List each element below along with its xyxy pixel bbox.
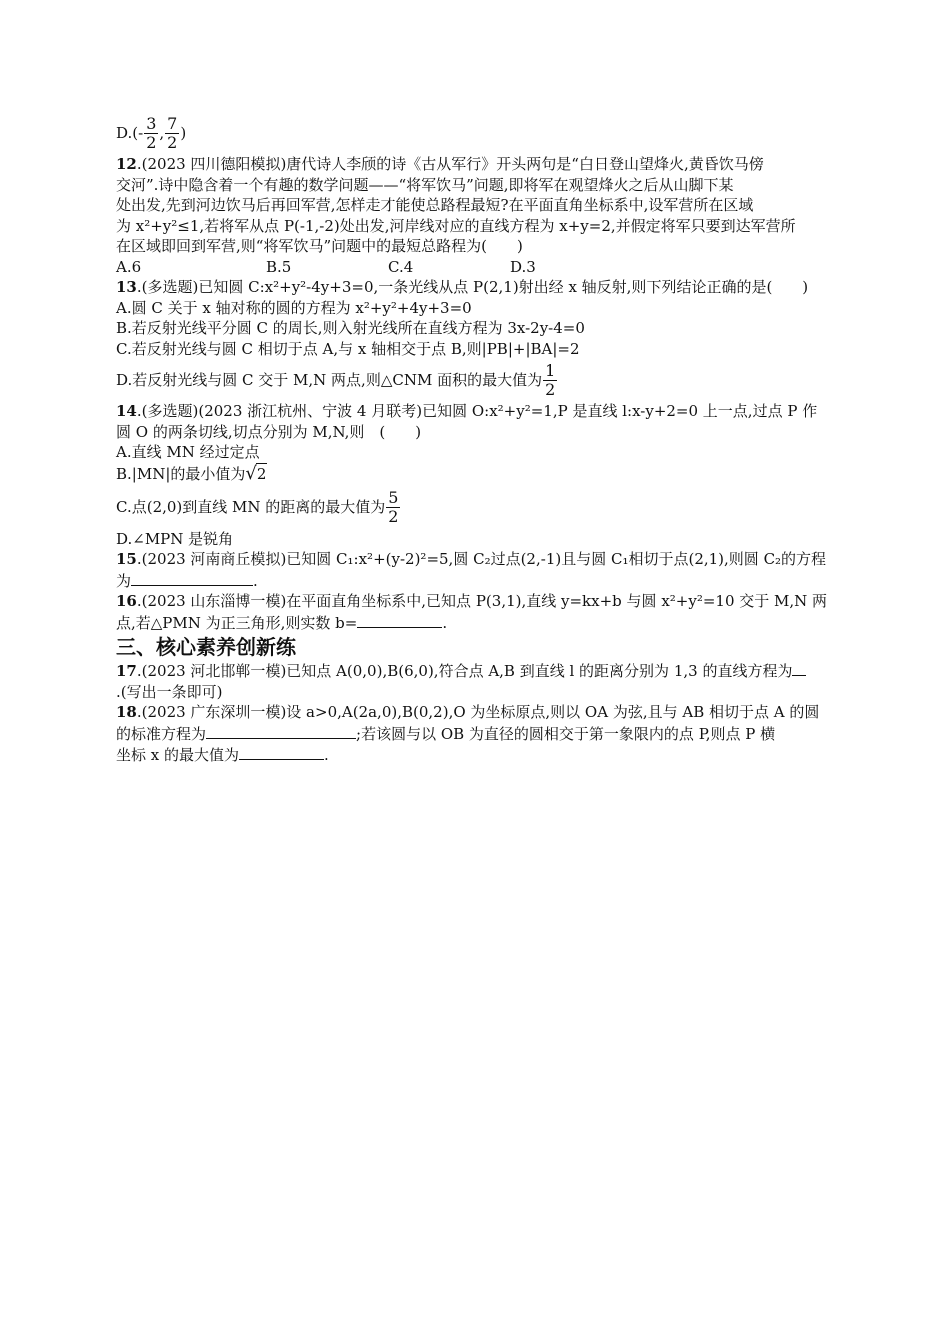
question-number: 15 — [116, 550, 137, 568]
question-number: 18 — [116, 703, 137, 721]
option-d: D.3 — [510, 257, 536, 276]
fraction-5-2: $\frac{5}{2}$ — [388, 488, 399, 526]
answer-blank[interactable] — [357, 612, 442, 628]
fraction-3-2: $\frac{3}{2}$ — [146, 113, 157, 152]
fraction-7-2: $\frac{7}{2}$ — [167, 113, 178, 152]
question-number: 17 — [116, 662, 137, 680]
question-source: .(2023 四川德阳模拟) — [136, 155, 287, 173]
option-c: C.若反射光线与圆 C 相切于点 A,与 x 轴相交于点 B,则|PB|+|BA|=2 — [116, 339, 580, 358]
question-13: 13.(多选题)已知圆 C:x²+y²-4y+3=0,一条光线从点 P(2,1)射出经 x 轴反射,则下列结论正确的是( ) A.圆 C 关于 x 轴对称的圆的方程为 x²+y²+4y+3=0 B.若反射光线平分圆 C 的周长,则入射光线所在直线方程为 3x-2y-4=0 C.若反射光线与圆 C 相切于点 A,与 x 轴相交于点 B,则|PB|+|BA|=2 D.若反射光线与圆 C 交于 M,N 两点,则△CNM 面积的最大值为 $\frac{1}{2}$ — [116, 277, 836, 401]
option-a: A.圆 C 关于 x 轴对称的圆的方程为 x²+y²+4y+3=0 — [116, 298, 472, 317]
options-row — [116, 257, 836, 278]
option-d: D.若反射光线与圆 C 交于 M,N 两点,则△CNM 面积的最大值为 $\frac{1}{2}$ — [116, 360, 556, 399]
answer-blank[interactable] — [131, 570, 253, 586]
question-number: 12 — [116, 155, 137, 173]
question-16: 16.(2023 山东淄博一模)在平面直角坐标系中,已知点 P(3,1),直线 y=kx+b 与圆 x²+y²=10 交于 M,N 两 点,若△PMN 为正三角形,则实数 b= . — [116, 592, 828, 632]
option-b: B.若反射光线平分圆 C 的周长,则入射光线所在直线方程为 3x-2y-4=0 — [116, 319, 585, 337]
option-d: D.∠MPN 是锐角 — [116, 529, 234, 548]
question-12: 12.(2023 四川德阳模拟)唐代诗人李颀的诗《古从军行》开头两句是“白日登山望烽火,黄昏饮马傍 交河”.诗中隐含着一个有趣的数学问题——“将军饮马”问题,即将军在观望烽火之后从山脚下某 处出发,先到河边饮马后再回军营,怎样走才能使总路程最短?在平面直角坐标系中,设军营所在区域 为 x²+y²≤1,若将军从点 P(-1,-2)处出发,河岸线对应的直线方程为 x+y=2,并假定将军只要到达军营所 在区域即回到军营,则“将军饮马”问题中的最短总路程为( ) A.6 B.5 C.4 D.3 — [116, 154, 836, 277]
fraction-1-2: $\frac{1}{2}$ — [545, 360, 556, 399]
answer-blank[interactable] — [206, 723, 356, 739]
option-d-prefix: D.(- — [116, 123, 144, 142]
sqrt-symbol: √ 2 — [245, 462, 267, 484]
question-18: 18.(2023 广东深圳一模)设 a>0,A(2a,0),B(0,2),O 为坐标原点,则以 OA 为弦,且与 AB 相切于点 A 的圆 的标准方程为 ;若该圆与以 OB 为直径的圆相交于第一象限内的点 P,则点 P 横 坐标 x 的最大值为 . — [116, 703, 820, 764]
option-d-prev: D.(- $\frac{3}{2}$ , $\frac{7}{2}$ ) — [116, 113, 187, 152]
option-c: C.4 — [388, 257, 414, 276]
answer-blank[interactable] — [239, 744, 324, 760]
option-b: B.5 — [266, 257, 292, 276]
question-number: 14 — [116, 402, 137, 420]
option-b: B.|MN|的最小值为 √ 2 — [116, 462, 267, 484]
option-a: A.6 — [116, 257, 142, 276]
question-15: 15.(2023 河南商丘模拟)已知圆 C₁:x²+(y-2)²=5,圆 C₂过点(2,-1)且与圆 C₁相切于点(2,1),则圆 C₂的方程 为 . — [116, 550, 827, 590]
question-17: 17.(2023 河北邯郸一模)已知点 A(0,0),B(6,0),符合点 A,B 到直线 l 的距离分别为 1,3 的直线方程为 .(写出一条即可) — [116, 660, 836, 702]
option-a: A.直线 MN 经过定点 — [116, 443, 260, 461]
document-page — [116, 112, 836, 766]
answer-blank[interactable] — [792, 660, 806, 676]
question-number: 16 — [116, 592, 137, 610]
option-c: C.点(2,0)到直线 MN 的距离的最大值为 $\frac{5}{2}$ — [116, 488, 399, 526]
section-heading: 三、核心素养创新练 — [116, 635, 296, 659]
question-14: 14.(多选题)(2023 浙江杭州、宁波 4 月联考)已知圆 O:x²+y²=1,P 是直线 l:x-y+2=0 上一点,过点 P 作 圆 O 的两条切线,切点分别为 M,N,则 ( ) A.直线 MN 经过定点 B.|MN|的最小值为 √ 2 C.点(2,0)到直线 MN 的距离的最大值为 $\frac{5}{2}$ D.∠MPN 是锐角 — [116, 401, 836, 549]
question-number: 13 — [116, 278, 137, 296]
